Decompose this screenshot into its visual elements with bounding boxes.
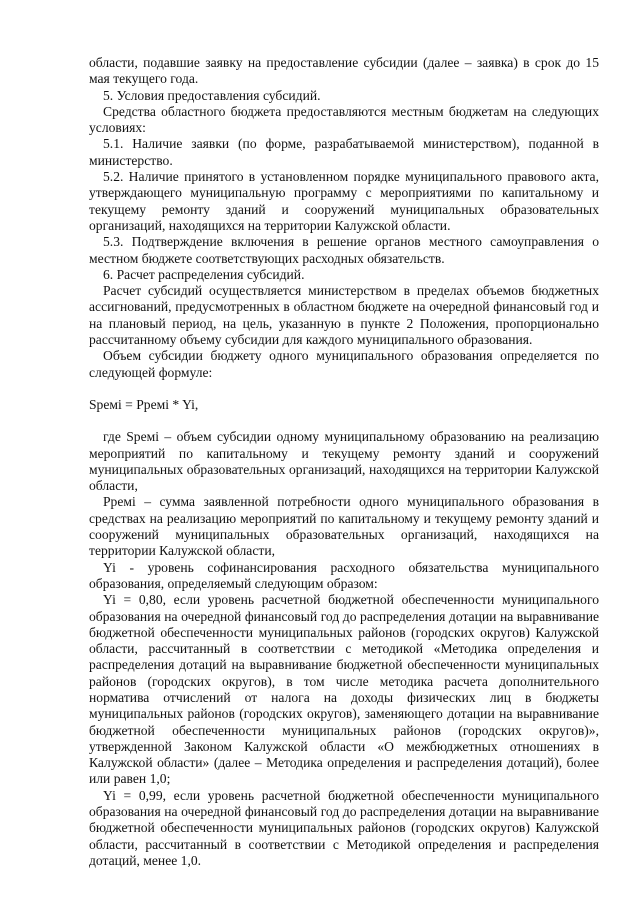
document-page (89, 55, 599, 869)
definition-s: где Sремi – объем субсидии одному муниципальному образованию на реализацию мероприятий по капитальному и текущему ремонту зданий и сооружений муниципальных образовательных организаций, находящихся на территории Калужской области, (89, 429, 599, 494)
definition-p: Pремi – сумма заявленной потребности одного муниципального образования в средствах на реализацию мероприятий по капитальному и текущему ремонту зданий и сооружений муниципальных образовательных организаций, находящихся на территории Калужской области, (89, 494, 599, 559)
paragraph-conditions-intro: Средства областного бюджета предоставляются местным бюджетам на следующих условиях: (89, 103, 599, 136)
definition-y-080: Yi = 0,80, если уровень расчетной бюджетной обеспеченности муниципального образования на очередной финансовый год до распределения дотации на выравнивание бюджетной обеспеченности муниципальных районов (городских округов) Калужской области, рассчитанный в соответствии с методикой «Методика определения и распределения дотаций на выравнивание бюджетной обеспеченности муниципальных районов (городских округов), в том числе методика расчета дополнительного норматива отчислений от налога на доходы физических лиц в бюджеты муниципальных районов (городских округов), заменяющего дотации на выравнивание бюджетной обеспеченности муниципальных районов (городских округов)», утвержденной Законом Калужской области «О межбюджетных отношениях в Калужской области» (далее – Методика определения и распределения дотаций), более или равен 1,0; (89, 592, 599, 787)
paragraph-calculation: Расчет субсидий осуществляется министерством в пределах объемов бюджетных ассигнований, предусмотренных в областном бюджете на очередной финансовый год и на плановый период, на цель, указанную в пункте 2 Положения, пропорционально рассчитанному объему субсидии для каждого муниципального образования. (89, 283, 599, 348)
section-5-heading: 5. Условия предоставления субсидий. (103, 87, 321, 103)
formula: Sремi = Pремi * Yi, (89, 396, 199, 412)
paragraph-5-3: 5.3. Подтверждение включения в решение органов местного самоуправления о местном бюджете соответствующих расходных обязательств. (89, 234, 599, 266)
definition-y: Yi - уровень софинансирования расходного обязательства муниципального образования, определяемый следующим образом: (89, 559, 599, 591)
paragraph-application-deadline: области, подавшие заявку на предоставление субсидии (далее – заявка) в срок до 15 мая текущего года. (89, 55, 599, 87)
section-6-heading: 6. Расчет распределения субсидий. (103, 266, 305, 282)
paragraph-5-2: 5.2. Наличие принятого в установленном порядке муниципального правового акта, утверждающего муниципальную программу с мероприятиями по капитальному и текущему ремонту зданий и сооружений муниципальных образовательных организаций, находящихся на территории Калужской области. (89, 169, 599, 233)
paragraph-5-1: 5.1. Наличие заявки (по форме, разрабатываемой министерством), поданной в министерство. (89, 136, 599, 168)
paragraph-formula-intro: Объем субсидии бюджету одного муниципального образования определяется по следующей формуле: (89, 348, 599, 380)
definition-y-099: Yi = 0,99, если уровень расчетной бюджетной обеспеченности муниципального образования на очередной финансовый год до распределения дотации на выравнивание бюджетной обеспеченности муниципальных районов (городских округов) Калужской области, рассчитанный в соответствии с Методикой определения и распределения дотаций, менее 1,0. (89, 787, 599, 868)
